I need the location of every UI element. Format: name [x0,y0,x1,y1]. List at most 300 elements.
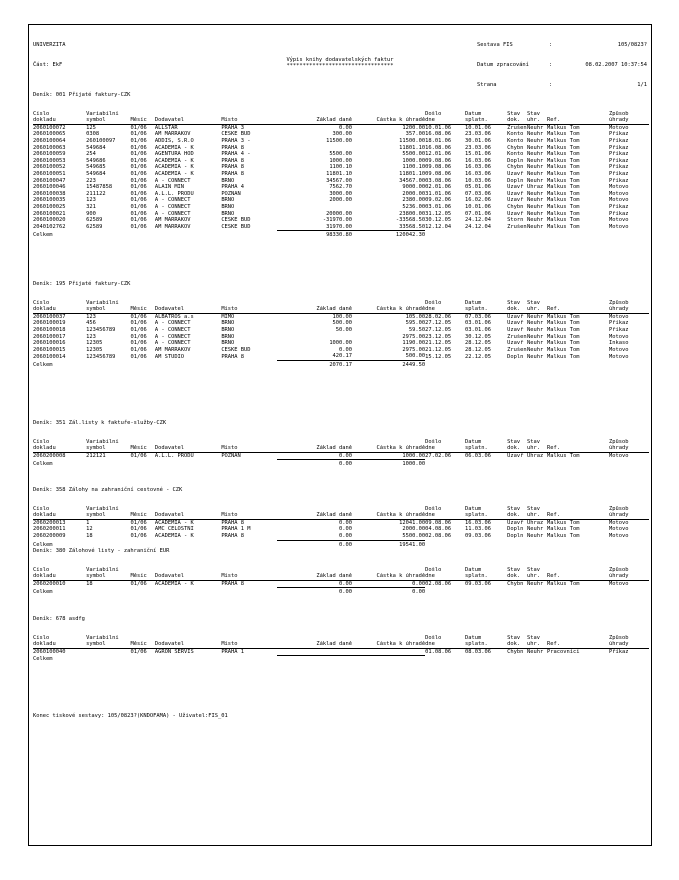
column-header: Datum [465,110,482,117]
column-header: Číslo [33,566,50,573]
column-header-row [33,512,649,519]
table-cell: 0.00 [339,346,353,353]
table-cell: 08.03.06 [465,648,491,655]
table-cell: Chybn [507,164,524,171]
total-amount: 1000.00 [352,460,425,468]
table-cell: 16.08.06 [425,144,452,151]
table-row [33,164,649,171]
table-cell: Motovo [609,581,629,588]
table-cell: 0.00 [339,526,353,533]
table-row [33,648,649,655]
table-cell: 09.08.06 [425,157,452,164]
table-cell: 06.03.06 [465,453,491,460]
column-header: Měsíc [130,445,154,452]
table-row [33,138,649,145]
report-page [28,24,652,846]
column-header: úhrady [609,445,649,452]
table-cell: 2060100025 [33,203,66,210]
table-row [33,158,649,165]
column-header [277,567,352,574]
table-cell: Konto [507,151,524,158]
total-spacer [527,360,547,368]
total-spacer [547,460,609,468]
column-header [155,567,221,574]
table-cell: Motovo [609,190,629,197]
column-header: uhr. [527,641,547,648]
column-header: dokladu [33,573,86,580]
column-header-row [33,111,649,118]
column-header [547,635,609,642]
table-cell: 18.01.06 [425,137,452,144]
table-cell: 1000.00 [402,157,426,164]
table-cell: 549686 [86,157,106,164]
table-row [33,353,649,360]
table-cell: 123456789 [86,353,116,360]
column-header: Způsob [609,438,629,445]
table-cell: 11801.10 [399,170,426,177]
column-header: Došlo [425,634,442,641]
column-header: Dodavatel [155,641,221,648]
table-cell: Příkaz [609,320,629,327]
table-cell: Uzavř [507,519,524,526]
table-cell: Příkaz [609,144,629,151]
column-header: Číslo [33,438,50,445]
table-cell: 59.50 [408,326,426,333]
column-header [221,300,276,307]
total-spacer [547,588,609,596]
table-cell: AGENTURA HOD [154,151,194,158]
table-cell: A - CONNECT [154,210,191,217]
column-header: splatn. [465,641,507,648]
column-header: Měsíc [130,573,154,580]
table-cell: 04.08.06 [425,526,452,533]
column-header: dokladu [33,117,86,124]
table-cell: A.L.L. PRODU [154,190,194,197]
table-cell: A - CONNECT [154,340,191,347]
total-spacer [609,360,649,368]
table-cell: AM MARRAKOV [154,131,191,138]
table-cell: PRAHA 4 - [221,151,251,158]
column-header: Místo [221,445,276,452]
table-cell: 31.12.05 [425,210,452,217]
column-header-row [33,641,649,648]
table-cell: Chybn [507,144,524,151]
column-header [547,506,609,513]
table-cell: 01/06 [130,144,147,151]
table-cell: Příkaz [609,648,629,655]
table-cell: Neuhr [527,170,544,177]
table-cell: 31970.00 [326,223,353,230]
column-header [155,635,221,642]
column-header: symbol [86,117,130,124]
total-amount: 2449.50 [352,360,425,368]
table-cell: 01/06 [130,157,147,164]
table-cell: Uzavř [507,313,524,320]
total-spacer [465,540,507,548]
table-cell: PRAHA 8 [221,157,245,164]
table-cell [277,204,352,211]
table-cell: 105.00 [405,313,426,320]
total-spacer [609,655,649,663]
table-cell: 01/06 [130,131,147,138]
table-cell [86,648,130,655]
column-header: úhrady [609,573,649,580]
total-spacer [527,231,547,239]
table-cell: 1 [86,519,90,526]
column-header: Měsíc [130,512,154,519]
table-cell: 01/06 [130,124,147,131]
column-header [155,506,221,513]
table-cell: 01/06 [130,217,147,224]
table-row [33,145,649,152]
column-header-row [33,635,649,642]
table-cell: 01/06 [130,313,147,320]
table-cell: Motovo [609,197,629,204]
table-cell: 30.01.06 [465,137,491,144]
table-cell: Malkus Tom [546,313,580,320]
table-cell: ACADEMIA - K [154,581,194,588]
column-header [130,439,154,446]
column-header: Stav [527,110,541,117]
table-cell: BRNO [221,210,235,217]
table-cell: BRNO [221,340,235,347]
table-row [33,313,649,320]
column-header: Ref. [547,573,609,580]
column-header: Došlo [425,438,442,445]
total-spacer [155,460,221,468]
column-header: Stav [507,110,521,117]
total-spacer [86,231,130,239]
column-header: Datum [465,566,482,573]
table-cell: BRNO [221,326,235,333]
total-spacer [425,460,465,468]
table-cell: 01/06 [130,326,147,333]
table-cell: 23.03.06 [465,144,491,151]
column-header: dok. [507,512,527,519]
table-cell: 2060100015 [33,346,66,353]
column-header: Místo [221,117,276,124]
table-cell: 24.12.04 [465,217,491,224]
column-header: symbol [86,306,130,313]
table-cell: 33568.50 [399,223,426,230]
column-header [155,111,221,118]
table-cell: 10.01.06 [425,124,452,131]
table-cell: Neuhr [527,353,544,360]
table-cell: Neuhr [527,164,544,171]
table-cell: 2060100037 [33,313,66,320]
table-cell: 549684 [86,144,106,151]
table-cell: 01/06 [130,184,147,191]
column-header: Základ daně [277,512,352,519]
table-cell: Malkus Tom [546,581,580,588]
table-cell: Příkaz [609,164,629,171]
table-cell: 212121 [86,453,106,460]
table-cell: Malkus Tom [546,157,580,164]
table-cell: PRAHA 1 [221,648,245,655]
table-cell: 321 [86,203,96,210]
table-cell: 21.12.05 [425,340,452,347]
table-cell: Malkus Tom [546,184,580,191]
total-spacer [221,655,276,663]
column-header: splatn. [465,512,507,519]
column-header [352,506,425,513]
total-spacer [547,655,609,663]
column-header: Stav [507,566,521,573]
table-cell: 595.00 [405,320,426,327]
column-header: uhr. [527,445,547,452]
column-header: Částka k úhradě [352,573,425,580]
column-header: Způsob [609,299,629,306]
total-base [277,655,352,663]
total-spacer [221,231,276,239]
table-cell: 11500.00 [326,137,353,144]
journal-section [33,616,649,663]
total-spacer [507,655,527,663]
total-spacer [155,655,221,663]
journal-title: Deník: 001 Přijaté faktury-CZK [33,92,131,98]
table-cell: Motovo [609,533,629,540]
total-spacer [527,588,547,596]
table-cell: 01.08.06 [425,648,452,655]
total-spacer [507,231,527,239]
table-cell: ČESKÉ BUD [221,346,251,353]
table-cell: Uzavř [507,197,524,204]
column-header: Měsíc [130,117,154,124]
table-cell: 5500.00 [402,532,426,539]
table-cell: Motovo [609,453,629,460]
journal-section [33,92,649,239]
column-header: dne [425,573,465,580]
column-header: splatn. [465,573,507,580]
column-header-row [33,567,649,574]
table-cell: Motovo [609,184,629,191]
table-cell: Motovo [609,353,629,360]
table-cell: 0.00 [339,532,353,539]
table-cell: Malkus Tom [546,533,580,540]
total-spacer [130,460,154,468]
column-header: Částka k úhradě [352,117,425,124]
table-cell: 09.08.06 [425,170,452,177]
table-cell: Chybn [507,581,524,588]
column-header: Stav [527,505,541,512]
table-cell: ADDIS, S.R.O [154,137,194,144]
table-cell: 2040102762 [33,224,66,231]
table-cell: 2060100020 [33,217,66,224]
table-cell: Malkus Tom [546,333,580,340]
table-row [33,526,649,533]
table-cell: 16.03.06 [465,157,491,164]
column-header: Základ daně [277,641,352,648]
table-cell: BRNO [221,197,235,204]
table-cell: 01/06 [130,320,147,327]
table-cell: 01/06 [130,197,147,204]
column-header: Místo [221,641,276,648]
table-cell: Malkus Tom [546,124,580,131]
table-cell: Uzavř [507,340,524,347]
table-cell: Uzavř [507,326,524,333]
table-row [33,340,649,347]
table-cell: Malkus Tom [546,519,580,526]
table-cell: 23.03.06 [465,131,491,138]
total-base: 0.00 [277,460,352,468]
column-header: symbol [86,641,130,648]
invoice-table [33,439,649,468]
table-cell: 18 [86,533,93,540]
column-header [130,567,154,574]
column-header: Dodavatel [155,573,221,580]
total-spacer [465,231,507,239]
total-spacer [86,588,130,596]
table-cell: Motovo [609,519,629,526]
column-header: dok. [507,445,527,452]
table-cell: 50.00 [335,326,353,333]
column-header: Stav [507,438,521,445]
table-row [33,197,649,204]
total-row [33,231,649,239]
table-cell: 01/06 [130,453,147,460]
table-row [33,131,649,138]
table-row [33,151,649,158]
column-header [547,300,609,307]
table-cell: 15.01.06 [465,151,491,158]
total-spacer [130,588,154,596]
column-header: dok. [507,573,527,580]
table-cell: 1100.10 [402,164,426,171]
table-cell: 01/06 [130,137,147,144]
column-header: Částka k úhradě [352,512,425,519]
table-row [33,327,649,334]
table-cell: 2380.00 [402,197,426,204]
table-cell: Neuhr [527,144,544,151]
total-spacer [465,588,507,596]
table-cell: Dopln [507,157,524,164]
table-cell: Motovo [609,526,629,533]
table-cell: Dopln [507,353,524,360]
journal-title: Deník: 358 Zálohy na zahraniční cestovné - CZK [33,487,183,493]
table-cell: Malkus Tom [546,177,580,184]
column-header: symbol [86,445,130,452]
table-cell: Neuhr [527,346,544,353]
table-cell: Neuhr [527,197,544,204]
table-cell: Malkus Tom [546,197,580,204]
table-cell: 34567.00 [399,177,426,184]
table-cell: Malkus Tom [546,346,580,353]
table-cell: 123 [86,333,96,340]
total-spacer [155,588,221,596]
table-cell: 07.03.06 [465,313,491,320]
table-cell: 01/06 [130,581,147,588]
report-footer: Konec tiskové sestavy: 105/0823?(KNDOFAMA) - Uživatel:FIS_01 [33,713,228,719]
table-cell: Příkaz [609,137,629,144]
column-header: Variabilní [86,299,119,306]
column-header: Měsíc [130,641,154,648]
total-spacer [221,460,276,468]
table-cell: Malkus Tom [546,131,580,138]
table-cell: Uzavř [507,170,524,177]
column-header: Došlo [425,505,442,512]
table-cell: 01/06 [130,346,147,353]
table-cell: Chybn [507,648,524,655]
column-header: Datum [465,299,482,306]
column-header: Stav [507,299,521,306]
table-cell: Příkaz [609,157,629,164]
table-cell: PRAHA 8 [221,164,245,171]
table-cell: 0.00 [339,124,353,131]
total-spacer [609,460,649,468]
table-row [33,178,649,185]
column-header-row [33,439,649,446]
column-header: Základ daně [277,445,352,452]
total-spacer [527,460,547,468]
column-header: Částka k úhradě [352,445,425,452]
table-cell: Uhraz [527,453,544,460]
total-spacer [527,540,547,548]
table-cell: Motovo [609,333,629,340]
column-header [155,300,221,307]
table-cell: Uzavř [507,190,524,197]
column-header: Datum [465,634,482,641]
table-cell: 123 [86,313,96,320]
table-cell: 1190.00 [402,340,426,347]
column-header-row [33,306,649,313]
table-cell: 223 [86,177,96,184]
column-header [221,111,276,118]
table-cell: 34567.00 [326,177,353,184]
table-cell: 03.01.06 [465,326,491,333]
table-cell: 1200.00 [402,124,426,131]
table-cell: 9000.00 [402,184,426,191]
table-cell: Uhraz [527,184,544,191]
table-cell: Malkus Tom [546,203,580,210]
total-spacer [86,540,130,548]
column-header: splatn. [465,117,507,124]
journal-title: Deník: 195 Přijaté faktury-CZK [33,281,131,287]
table-cell: 10.01.06 [465,124,491,131]
invoice-table [33,567,649,596]
table-cell: Neuhr [527,526,544,533]
table-cell: 28.02.06 [425,313,452,320]
table-cell: 20000.00 [326,210,353,217]
total-spacer [86,460,130,468]
table-cell: Neuhr [527,124,544,131]
invoice-table [33,506,649,549]
table-cell: Malkus Tom [546,144,580,151]
column-header [130,300,154,307]
table-cell: 900 [86,210,96,217]
table-cell: AMC CELOSTNÍ [154,526,194,533]
table-cell: Neuhr [527,151,544,158]
journal-section [33,548,649,596]
organization-header [33,29,65,82]
table-cell: 12041.00 [399,519,426,526]
table-cell: 2060200010 [33,581,66,588]
table-cell: Dopln [507,177,524,184]
table-cell: 125 [86,124,96,131]
table-cell: 2060100046 [33,184,66,191]
table-cell: 2060100072 [33,124,66,131]
table-cell: Motovo [609,224,629,231]
column-header [277,439,352,446]
total-spacer [221,360,276,368]
column-header: Datum [465,438,482,445]
table-cell: 2000.00 [329,197,353,204]
total-spacer [130,540,154,548]
table-cell: 1000.00 [402,452,426,459]
total-label: Celkem [33,361,53,368]
table-cell: 0.00 [339,580,353,587]
table-cell: 16.02.06 [465,197,491,204]
table-cell: ACADEMIA - K [154,157,194,164]
